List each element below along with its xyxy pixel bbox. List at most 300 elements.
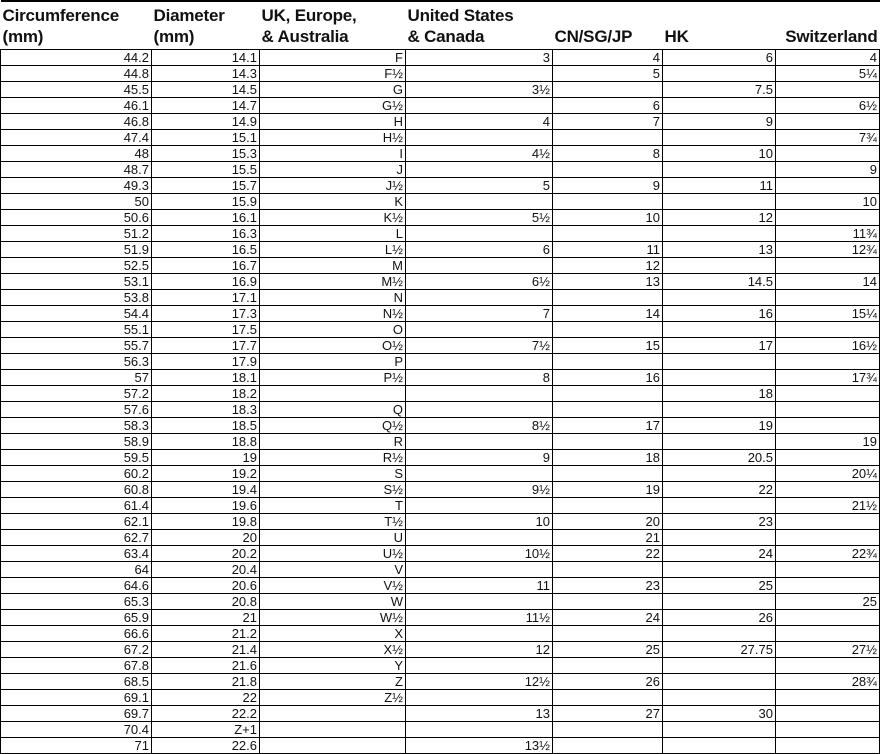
- cell-hk: 12: [663, 210, 776, 226]
- cell-us_canada: 3: [406, 50, 553, 66]
- cell-cn_sg_jp: 7: [553, 114, 663, 130]
- cell-diameter_mm: 17.5: [152, 322, 260, 338]
- cell-diameter_mm: 16.1: [152, 210, 260, 226]
- cell-diameter_mm: 16.9: [152, 274, 260, 290]
- cell-switzerland: 20¼: [776, 466, 880, 482]
- table-row: [1, 82, 880, 98]
- cell-hk: 10: [663, 146, 776, 162]
- cell-uk_europe_australia: [260, 738, 406, 754]
- cell-uk_europe_australia: J: [260, 162, 406, 178]
- cell-cn_sg_jp: [553, 434, 663, 450]
- table-row: [1, 706, 880, 722]
- cell-uk_europe_australia: O: [260, 322, 406, 338]
- table-row: [1, 450, 880, 466]
- header-diameter-line1: Diameter: [153, 6, 225, 25]
- table-row: [1, 98, 880, 114]
- cell-us_canada: [406, 226, 553, 242]
- cell-switzerland: 19: [776, 434, 880, 450]
- header-switzerland-line1: [778, 5, 878, 26]
- cell-us_canada: 8: [406, 370, 553, 386]
- cell-cn_sg_jp: 18: [553, 450, 663, 466]
- cell-hk: 22: [663, 482, 776, 498]
- cell-cn_sg_jp: 27: [553, 706, 663, 722]
- cell-diameter_mm: 22.6: [152, 738, 260, 754]
- cell-uk_europe_australia: P: [260, 354, 406, 370]
- cell-circumference_mm: 60.2: [1, 466, 152, 482]
- cell-switzerland: 6½: [776, 98, 880, 114]
- cell-us_canada: 13½: [406, 738, 553, 754]
- cell-hk: 6: [663, 50, 776, 66]
- table-row: [1, 434, 880, 450]
- cell-circumference_mm: 61.4: [1, 498, 152, 514]
- cell-uk_europe_australia: J½: [260, 178, 406, 194]
- cell-uk_europe_australia: U½: [260, 546, 406, 562]
- cell-circumference_mm: 67.8: [1, 658, 152, 674]
- cell-uk_europe_australia: T: [260, 498, 406, 514]
- table-row: [1, 370, 880, 386]
- cell-circumference_mm: 48.7: [1, 162, 152, 178]
- cell-diameter_mm: 20: [152, 530, 260, 546]
- cell-us_canada: 10½: [406, 546, 553, 562]
- cell-us_canada: [406, 626, 553, 642]
- cell-diameter_mm: 14.3: [152, 66, 260, 82]
- cell-uk_europe_australia: G: [260, 82, 406, 98]
- cell-us_canada: 11½: [406, 610, 553, 626]
- cell-circumference_mm: 68.5: [1, 674, 152, 690]
- column-header-hk: [663, 1, 776, 50]
- cell-hk: [663, 434, 776, 450]
- cell-us_canada: 4½: [406, 146, 553, 162]
- cell-diameter_mm: 21.8: [152, 674, 260, 690]
- cell-uk_europe_australia: Q½: [260, 418, 406, 434]
- cell-hk: [663, 402, 776, 418]
- cell-diameter_mm: 17.9: [152, 354, 260, 370]
- cell-us_canada: 7: [406, 306, 553, 322]
- cell-us_canada: [406, 130, 553, 146]
- table-row: [1, 562, 880, 578]
- cell-uk_europe_australia: L: [260, 226, 406, 242]
- cell-cn_sg_jp: [553, 658, 663, 674]
- header-circumference-line1: Circumference: [2, 6, 119, 25]
- cell-hk: [663, 594, 776, 610]
- header-diameter-line2: (mm): [153, 27, 195, 46]
- cell-cn_sg_jp: 8: [553, 146, 663, 162]
- cell-uk_europe_australia: W: [260, 594, 406, 610]
- cell-hk: [663, 370, 776, 386]
- cell-cn_sg_jp: 13: [553, 274, 663, 290]
- cell-diameter_mm: 15.3: [152, 146, 260, 162]
- cell-us_canada: 3½: [406, 82, 553, 98]
- cell-switzerland: [776, 706, 880, 722]
- cell-diameter_mm: 22: [152, 690, 260, 706]
- cell-diameter_mm: 18.5: [152, 418, 260, 434]
- cell-switzerland: 16½: [776, 338, 880, 354]
- cell-circumference_mm: 51.2: [1, 226, 152, 242]
- cell-cn_sg_jp: 17: [553, 418, 663, 434]
- cell-circumference_mm: 69.1: [1, 690, 152, 706]
- cell-switzerland: [776, 738, 880, 754]
- cell-switzerland: [776, 322, 880, 338]
- cell-hk: [663, 130, 776, 146]
- cell-circumference_mm: 65.3: [1, 594, 152, 610]
- cell-cn_sg_jp: [553, 402, 663, 418]
- cell-us_canada: 10: [406, 514, 553, 530]
- cell-uk_europe_australia: M½: [260, 274, 406, 290]
- table-row: [1, 642, 880, 658]
- cell-diameter_mm: 21: [152, 610, 260, 626]
- cell-cn_sg_jp: 10: [553, 210, 663, 226]
- cell-switzerland: [776, 258, 880, 274]
- cell-switzerland: 17¾: [776, 370, 880, 386]
- cell-hk: [663, 466, 776, 482]
- cell-cn_sg_jp: [553, 130, 663, 146]
- cell-uk_europe_australia: R: [260, 434, 406, 450]
- table-row: [1, 690, 880, 706]
- cell-hk: [663, 194, 776, 210]
- cell-uk_europe_australia: V: [260, 562, 406, 578]
- cell-circumference_mm: 71: [1, 738, 152, 754]
- cell-switzerland: [776, 530, 880, 546]
- cell-switzerland: [776, 354, 880, 370]
- cell-switzerland: [776, 290, 880, 306]
- cell-cn_sg_jp: [553, 82, 663, 98]
- cell-cn_sg_jp: 6: [553, 98, 663, 114]
- cell-diameter_mm: 18.3: [152, 402, 260, 418]
- cell-hk: 7.5: [663, 82, 776, 98]
- cell-hk: [663, 738, 776, 754]
- cell-uk_europe_australia: [260, 386, 406, 402]
- cell-circumference_mm: 56.3: [1, 354, 152, 370]
- cell-uk_europe_australia: H½: [260, 130, 406, 146]
- cell-uk_europe_australia: G½: [260, 98, 406, 114]
- cell-circumference_mm: 58.9: [1, 434, 152, 450]
- cell-cn_sg_jp: [553, 626, 663, 642]
- cell-diameter_mm: 18.2: [152, 386, 260, 402]
- header-hk-line2: HK: [664, 27, 689, 46]
- cell-cn_sg_jp: 21: [553, 530, 663, 546]
- cell-uk_europe_australia: K½: [260, 210, 406, 226]
- cell-uk_europe_australia: T½: [260, 514, 406, 530]
- cell-us_canada: [406, 466, 553, 482]
- cell-switzerland: [776, 82, 880, 98]
- cell-cn_sg_jp: [553, 322, 663, 338]
- cell-cn_sg_jp: 22: [553, 546, 663, 562]
- cell-diameter_mm: 19: [152, 450, 260, 466]
- table-row: [1, 322, 880, 338]
- table-row: [1, 194, 880, 210]
- cell-diameter_mm: 14.9: [152, 114, 260, 130]
- cell-circumference_mm: 66.6: [1, 626, 152, 642]
- cell-uk_europe_australia: Y: [260, 658, 406, 674]
- cell-circumference_mm: 45.5: [1, 82, 152, 98]
- cell-cn_sg_jp: [553, 722, 663, 738]
- cell-switzerland: [776, 658, 880, 674]
- cell-us_canada: [406, 594, 553, 610]
- cell-uk_europe_australia: Z½: [260, 690, 406, 706]
- cell-diameter_mm: 17.3: [152, 306, 260, 322]
- cell-uk_europe_australia: W½: [260, 610, 406, 626]
- header-circumference-line2: (mm): [2, 27, 44, 46]
- cell-us_canada: 11: [406, 578, 553, 594]
- cell-us_canada: 7½: [406, 338, 553, 354]
- header-us-line2: & Canada: [407, 27, 485, 46]
- cell-hk: [663, 354, 776, 370]
- cell-circumference_mm: 52.5: [1, 258, 152, 274]
- cell-cn_sg_jp: 19: [553, 482, 663, 498]
- column-header-circumference: [1, 1, 152, 50]
- cell-hk: [663, 722, 776, 738]
- cell-uk_europe_australia: Z: [260, 674, 406, 690]
- cell-switzerland: [776, 578, 880, 594]
- cell-hk: 14.5: [663, 274, 776, 290]
- cell-hk: 27.75: [663, 642, 776, 658]
- cell-us_canada: [406, 162, 553, 178]
- cell-us_canada: [406, 98, 553, 114]
- cell-hk: 9: [663, 114, 776, 130]
- cell-switzerland: 11¾: [776, 226, 880, 242]
- cell-circumference_mm: 64: [1, 562, 152, 578]
- table-row: [1, 50, 880, 66]
- cell-diameter_mm: 18.1: [152, 370, 260, 386]
- cell-us_canada: 5: [406, 178, 553, 194]
- cell-us_canada: [406, 354, 553, 370]
- cell-cn_sg_jp: [553, 194, 663, 210]
- header-hk-line1: [665, 5, 774, 26]
- cell-switzerland: [776, 210, 880, 226]
- cell-cn_sg_jp: [553, 562, 663, 578]
- header-us-line1: United States: [407, 6, 514, 25]
- cell-us_canada: [406, 66, 553, 82]
- cell-switzerland: 12¾: [776, 242, 880, 258]
- cell-hk: [663, 66, 776, 82]
- table-row: [1, 402, 880, 418]
- cell-uk_europe_australia: X½: [260, 642, 406, 658]
- cell-circumference_mm: 49.3: [1, 178, 152, 194]
- cell-us_canada: [406, 690, 553, 706]
- cell-uk_europe_australia: Q: [260, 402, 406, 418]
- cell-hk: 11: [663, 178, 776, 194]
- header-uk-line2: & Australia: [261, 27, 349, 46]
- cell-switzerland: [776, 482, 880, 498]
- cell-circumference_mm: 58.3: [1, 418, 152, 434]
- cell-us_canada: [406, 530, 553, 546]
- cell-uk_europe_australia: S½: [260, 482, 406, 498]
- table-row: [1, 66, 880, 82]
- cell-circumference_mm: 55.7: [1, 338, 152, 354]
- cell-circumference_mm: 65.9: [1, 610, 152, 626]
- table-row: [1, 226, 880, 242]
- cell-us_canada: [406, 290, 553, 306]
- cell-hk: [663, 562, 776, 578]
- cell-switzerland: 9: [776, 162, 880, 178]
- header-row: [1, 1, 880, 50]
- table-row: [1, 578, 880, 594]
- cell-hk: [663, 98, 776, 114]
- cell-circumference_mm: 53.8: [1, 290, 152, 306]
- cell-circumference_mm: 53.1: [1, 274, 152, 290]
- cell-uk_europe_australia: M: [260, 258, 406, 274]
- column-header-diameter: [152, 1, 260, 50]
- cell-circumference_mm: 62.7: [1, 530, 152, 546]
- cell-uk_europe_australia: [260, 706, 406, 722]
- cell-circumference_mm: 44.2: [1, 50, 152, 66]
- table-row: [1, 674, 880, 690]
- cell-switzerland: [776, 146, 880, 162]
- cell-switzerland: [776, 722, 880, 738]
- cell-diameter_mm: 14.1: [152, 50, 260, 66]
- cell-uk_europe_australia: O½: [260, 338, 406, 354]
- table-row: [1, 162, 880, 178]
- cell-diameter_mm: 14.5: [152, 82, 260, 98]
- cell-uk_europe_australia: K: [260, 194, 406, 210]
- cell-cn_sg_jp: [553, 594, 663, 610]
- cell-hk: 17: [663, 338, 776, 354]
- cell-switzerland: [776, 418, 880, 434]
- cell-diameter_mm: 15.9: [152, 194, 260, 210]
- cell-hk: [663, 322, 776, 338]
- table-row: [1, 738, 880, 754]
- cell-us_canada: [406, 722, 553, 738]
- cell-hk: 20.5: [663, 450, 776, 466]
- cell-switzerland: [776, 514, 880, 530]
- table-row: [1, 514, 880, 530]
- cell-circumference_mm: 70.4: [1, 722, 152, 738]
- cell-circumference_mm: 67.2: [1, 642, 152, 658]
- cell-switzerland: [776, 610, 880, 626]
- cell-hk: 24: [663, 546, 776, 562]
- table-row: [1, 146, 880, 162]
- cell-uk_europe_australia: F½: [260, 66, 406, 82]
- table-row: [1, 722, 880, 738]
- table-row: [1, 482, 880, 498]
- table-row: [1, 338, 880, 354]
- cell-uk_europe_australia: H: [260, 114, 406, 130]
- cell-cn_sg_jp: 23: [553, 578, 663, 594]
- cell-switzerland: 21½: [776, 498, 880, 514]
- cell-cn_sg_jp: 11: [553, 242, 663, 258]
- cell-us_canada: 4: [406, 114, 553, 130]
- cell-circumference_mm: 48: [1, 146, 152, 162]
- cell-diameter_mm: 19.2: [152, 466, 260, 482]
- cell-us_canada: [406, 562, 553, 578]
- table-row: [1, 130, 880, 146]
- cell-diameter_mm: 22.2: [152, 706, 260, 722]
- cell-uk_europe_australia: L½: [260, 242, 406, 258]
- cell-uk_europe_australia: S: [260, 466, 406, 482]
- cell-hk: [663, 498, 776, 514]
- cell-circumference_mm: 46.8: [1, 114, 152, 130]
- cell-cn_sg_jp: 9: [553, 178, 663, 194]
- cell-uk_europe_australia: R½: [260, 450, 406, 466]
- cell-switzerland: 22¾: [776, 546, 880, 562]
- table-row: [1, 354, 880, 370]
- cell-circumference_mm: 57: [1, 370, 152, 386]
- cell-cn_sg_jp: [553, 466, 663, 482]
- header-cnsgjp-line2: CN/SG/JP: [554, 27, 633, 46]
- cell-switzerland: 14: [776, 274, 880, 290]
- cell-us_canada: [406, 658, 553, 674]
- cell-switzerland: 4: [776, 50, 880, 66]
- cell-circumference_mm: 51.9: [1, 242, 152, 258]
- cell-us_canada: [406, 434, 553, 450]
- cell-cn_sg_jp: 26: [553, 674, 663, 690]
- cell-diameter_mm: 16.3: [152, 226, 260, 242]
- cell-hk: 18: [663, 386, 776, 402]
- cell-us_canada: [406, 322, 553, 338]
- cell-hk: 30: [663, 706, 776, 722]
- cell-switzerland: [776, 450, 880, 466]
- cell-uk_europe_australia: I: [260, 146, 406, 162]
- cell-cn_sg_jp: 4: [553, 50, 663, 66]
- cell-uk_europe_australia: N½: [260, 306, 406, 322]
- cell-diameter_mm: 19.6: [152, 498, 260, 514]
- cell-us_canada: 9: [406, 450, 553, 466]
- cell-switzerland: 7¾: [776, 130, 880, 146]
- cell-switzerland: 15¼: [776, 306, 880, 322]
- cell-circumference_mm: 62.1: [1, 514, 152, 530]
- cell-uk_europe_australia: V½: [260, 578, 406, 594]
- table-row: [1, 658, 880, 674]
- cell-diameter_mm: 19.4: [152, 482, 260, 498]
- cell-hk: 26: [663, 610, 776, 626]
- table-row: [1, 242, 880, 258]
- cell-us_canada: 6: [406, 242, 553, 258]
- cell-circumference_mm: 50: [1, 194, 152, 210]
- cell-us_canada: 5½: [406, 210, 553, 226]
- cell-switzerland: [776, 114, 880, 130]
- cell-uk_europe_australia: U: [260, 530, 406, 546]
- cell-hk: 25: [663, 578, 776, 594]
- header-cnsgjp-line1: [555, 5, 661, 26]
- cell-cn_sg_jp: [553, 162, 663, 178]
- cell-circumference_mm: 50.6: [1, 210, 152, 226]
- cell-hk: [663, 258, 776, 274]
- cell-cn_sg_jp: 24: [553, 610, 663, 626]
- table-row: [1, 498, 880, 514]
- cell-cn_sg_jp: [553, 386, 663, 402]
- cell-uk_europe_australia: [260, 722, 406, 738]
- cell-switzerland: [776, 386, 880, 402]
- cell-hk: 23: [663, 514, 776, 530]
- cell-cn_sg_jp: [553, 498, 663, 514]
- cell-cn_sg_jp: [553, 354, 663, 370]
- cell-switzerland: [776, 626, 880, 642]
- cell-us_canada: 12: [406, 642, 553, 658]
- cell-circumference_mm: 57.2: [1, 386, 152, 402]
- cell-diameter_mm: 15.5: [152, 162, 260, 178]
- cell-us_canada: [406, 402, 553, 418]
- cell-circumference_mm: 54.4: [1, 306, 152, 322]
- cell-us_canada: [406, 194, 553, 210]
- column-header-uk-europe-australia: [260, 1, 406, 50]
- cell-diameter_mm: 20.8: [152, 594, 260, 610]
- table-row: [1, 530, 880, 546]
- cell-cn_sg_jp: 15: [553, 338, 663, 354]
- cell-uk_europe_australia: X: [260, 626, 406, 642]
- cell-hk: [663, 162, 776, 178]
- table-row: [1, 274, 880, 290]
- cell-us_canada: [406, 386, 553, 402]
- cell-cn_sg_jp: 20: [553, 514, 663, 530]
- cell-diameter_mm: 14.7: [152, 98, 260, 114]
- header-switzerland-line2: Switzerland: [785, 27, 878, 46]
- cell-hk: [663, 226, 776, 242]
- cell-circumference_mm: 47.4: [1, 130, 152, 146]
- cell-us_canada: 8½: [406, 418, 553, 434]
- cell-diameter_mm: 21.4: [152, 642, 260, 658]
- cell-cn_sg_jp: 5: [553, 66, 663, 82]
- table-row: [1, 386, 880, 402]
